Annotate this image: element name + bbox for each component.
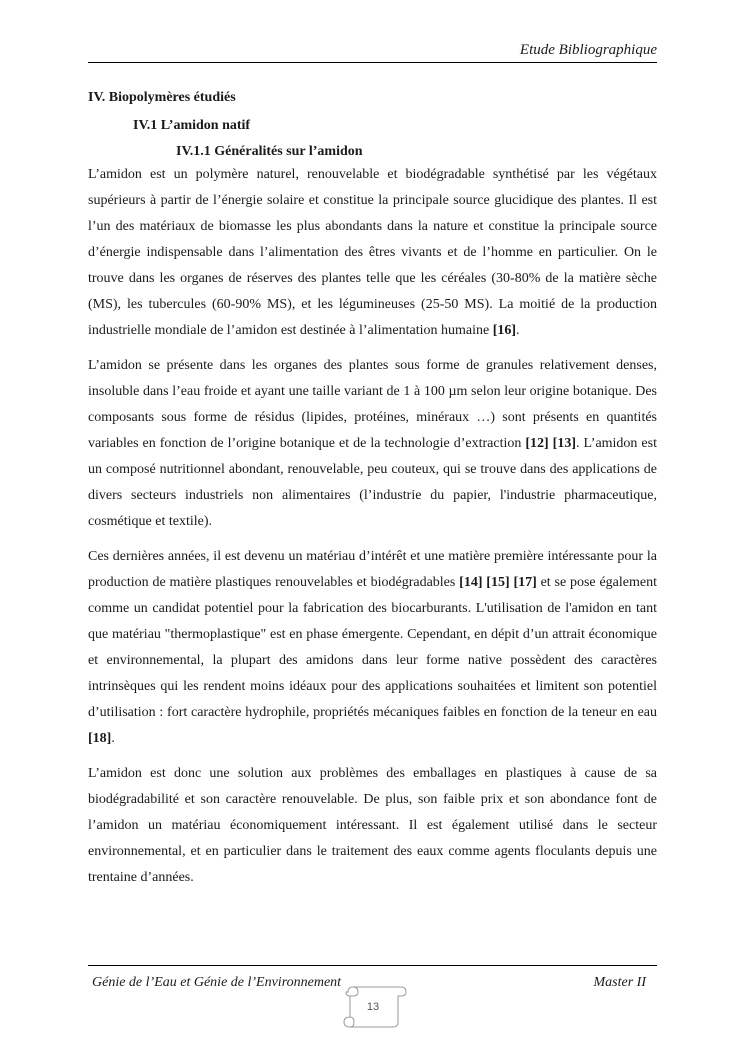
citation: [16] — [492, 323, 517, 338]
footer-left-text: Génie de l’Eau et Génie de l’Environnement — [92, 975, 342, 990]
section-heading: IV. Biopolymères étudiés — [88, 90, 236, 105]
citation: [18] — [88, 731, 112, 746]
page-header — [88, 42, 657, 63]
page-number: 13 — [366, 1001, 380, 1013]
subsection-heading: IV.1 L’amidon natif — [133, 118, 251, 133]
subsubsection-heading: IV.1.1 Généralités sur l’amidon — [176, 144, 363, 159]
paragraph-1: L’amidon est un polymère naturel, renouvelable et biodégradable synthétisé par les végétaux supérieurs à partir de l’énergie solaire et constitue la principale source glucidique des plantes. Il est l’un des matériaux de biomasse les plus abondants dans la nature et constitue la principale source d’énergie indispensable dans l’alimentation des êtres vivants et de l’homme en particulier. On le trouve dans les organes de réserves des plantes telle que les céréales (30-80% de la matière sèche (MS), les tubercules (60-90% MS), et les légumineuses (25-50 MS). La moitié de la production industrielle mondiale de l’amidon est destinée à l’alimentation humaine [16]. — [88, 167, 657, 338]
footer-divider — [88, 965, 657, 966]
paragraph-4: L’amidon est donc une solution aux problèmes des emballages en plastiques à cause de sa biodégradabilité et son caractère renouvelable. De plus, son faible prix et son abondance font de l’amidon un matériau économiquement intéressant. Il est également utilisé dans le secteur environnemental, et en particulier dans le traitement des eaux comme agents floculants depuis une trentaine d’années. — [88, 766, 657, 885]
citation: [12] [13] — [525, 436, 577, 451]
footer-right-text: Master II — [593, 975, 646, 990]
paragraph-3: Ces dernières années, il est devenu un matériau d’intérêt et une matière première intéressante pour la production de matière plastiques renouvelables et biodégradables [14] [15] [17] et se pose également comme un candidat potentiel pour la fabrication des biocarburants. L'utilisation de l'amidon en tant que matériau "thermoplastique" est en phase émergente. Cependant, en dépit d’un attrait économique et environnemental, la plupart des amidons dans leur forme native possèdent des caractères intrinsèques qui les rendent moins idéaux pour des applications souhaitées et limitent son potentiel d’utilisation : fort caractère hydrophile, propriétés mécaniques faibles en fonction de la teneur en eau [18]. — [88, 549, 657, 746]
paragraph-2: L’amidon se présente dans les organes des plantes sous forme de granules relativement denses, insoluble dans l’eau froide et ayant une taille variant de 1 à 100 µm selon leur origine botanique. Des composants sous forme de résidus (lipides, protéines, minéraux …) sont présents en quantités variables en fonction de l’origine botanique et de la technologie d’extraction [12] [13]. L’amidon est un composé nutritionnel abondant, renouvelable, peu couteux, qui se trouve dans des applications de divers secteurs industriels non alimentaires (l’industrie du papier, l'industrie pharmaceutique, cosmétique et textile). — [88, 358, 657, 529]
header-title: Etude Bibliographique — [519, 42, 657, 58]
document-body — [88, 88, 657, 900]
citation: [14] [15] [17] — [459, 575, 537, 590]
